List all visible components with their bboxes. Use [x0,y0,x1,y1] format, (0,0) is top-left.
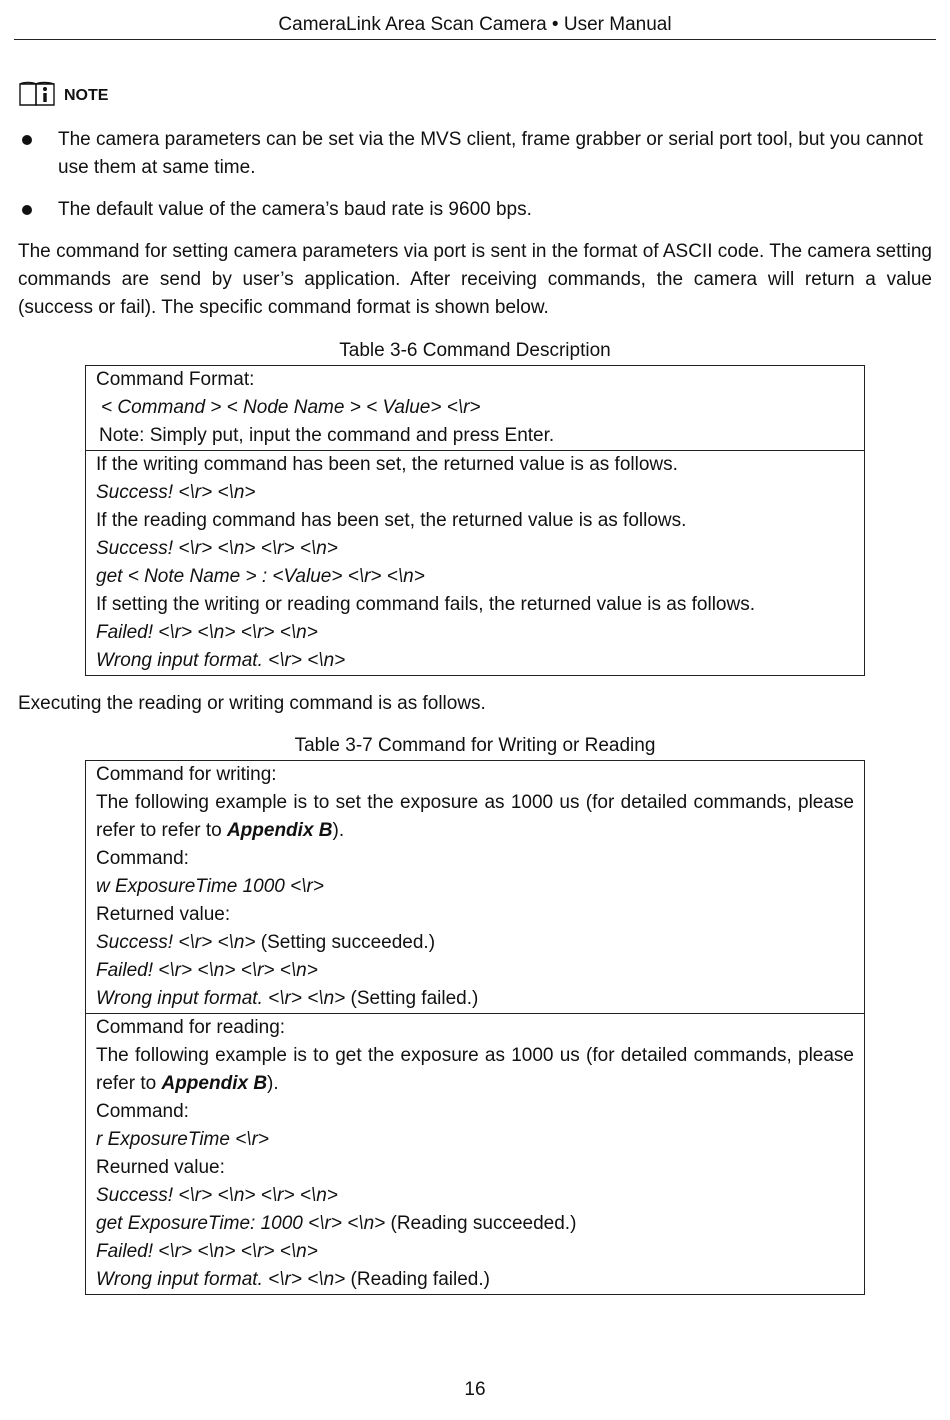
write-command: w ExposureTime 1000 <\r> [96,876,324,897]
table-row [86,366,864,450]
table-caption: Table 3-6 Command Description [339,340,611,361]
note-info-icon [18,80,58,108]
command-label: Command: [96,1101,189,1122]
write-set-text: If the writing command has been set, the returned value is as follows. [96,454,678,475]
note-heading [18,76,108,108]
write-wrong: Wrong input format. <\r> <\n> (Setting failed.) [96,988,479,1009]
format-title: Command Format: [96,369,255,390]
appendix-b-link: Appendix B [161,1073,268,1094]
read-title: Command for reading: [96,1017,286,1038]
read-set-value: get < Note Name > : <Value> <\r> <\n> [96,566,425,587]
executing-paragraph: Executing the reading or writing command is as follows. [18,693,486,714]
read-success: Success! <\r> <\n> <\r> <\n> [96,1185,338,1206]
table-row [86,1013,864,1294]
returned-label: Returned value: [96,904,231,925]
table-caption: Table 3-7 Command for Writing or Reading [294,735,656,756]
format-syntax: < Command > < Node Name > < Value> <\r> [101,397,481,418]
read-description: The following example is to get the exposure as 1000 us (for detailed commands, please refer to Appendix B). [96,1045,854,1094]
command-write-read-table [85,760,865,1295]
read-set-text: If the reading command has been set, the returned value is as follows. [96,510,687,531]
table-row [86,761,864,1013]
fail-value: Wrong input format. <\r> <\n> [96,650,346,671]
write-set-value: Success! <\r> <\n> [96,482,256,503]
write-description: The following example is to set the exposure as 1000 us (for detailed commands, please refer to refer to Appendix B). [96,792,854,841]
write-failed: Failed! <\r> <\n> <\r> <\n> [96,960,318,981]
appendix-b-link: Appendix B [226,820,333,841]
bullet-dot-icon [22,205,32,215]
returned-label: Reurned value: [96,1157,225,1178]
page-number: 16 [464,1379,486,1400]
format-note: Note: Simply put, input the command and press Enter. [99,425,555,446]
table-row [86,450,864,675]
read-set-value: Success! <\r> <\n> <\r> <\n> [96,538,338,559]
intro-paragraph: The command for setting camera parameters via port is sent in the format of ASCII code. The camera setting commands are send by user’s application. After receiving commands, the camera will return a value (success or fail). The specific command format is shown below. [18,241,932,318]
command-description-table [85,365,865,676]
read-wrong: Wrong input format. <\r> <\n> (Reading failed.) [96,1269,490,1290]
note-label: NOTE [64,87,109,104]
fail-text: If setting the writing or reading command fails, the returned value is as follows. [96,594,755,615]
write-success: Success! <\r> <\n> (Setting succeeded.) [96,932,436,953]
write-title: Command for writing: [96,764,277,785]
bullet-text: The default value of the camera’s baud rate is 9600 bps. [58,199,532,220]
bullet-text: The camera parameters can be set via the MVS client, frame grabber or serial port tool, but you cannot use them at same time. [58,129,923,178]
read-get: get ExposureTime: 1000 <\r> <\n> (Reading succeeded.) [96,1213,577,1234]
note-bullet-list [18,126,930,238]
command-label: Command: [96,848,189,869]
page-header: CameraLink Area Scan Camera • User Manual [14,12,936,40]
read-failed: Failed! <\r> <\n> <\r> <\n> [96,1241,318,1262]
list-item [18,126,930,182]
list-item [18,196,930,224]
bullet-dot-icon [22,135,32,145]
fail-value: Failed! <\r> <\n> <\r> <\n> [96,622,318,643]
read-command: r ExposureTime <\r> [96,1129,270,1150]
